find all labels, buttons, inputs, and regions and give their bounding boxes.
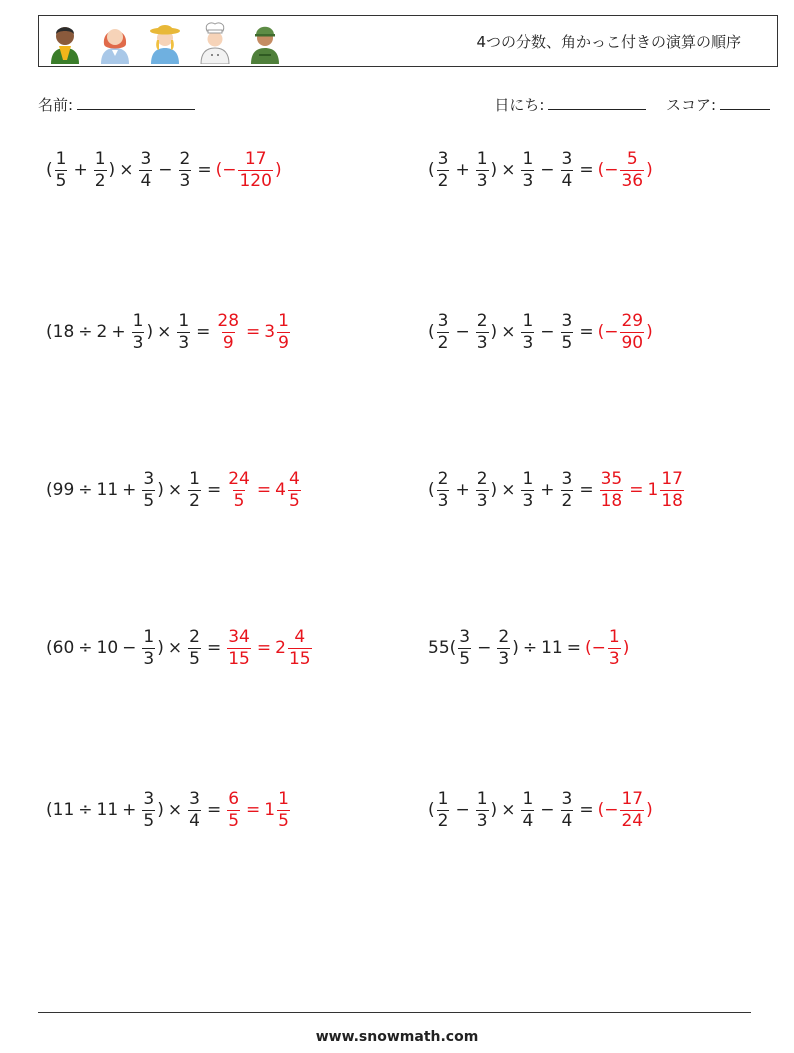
problem-3: ( 18 ÷ 2 + $\frac{1}{3}$ ) × $\frac{1}{3}$ = $\frac{28}{9}$ = 3 $\frac{1}{9}$ (46, 302, 292, 362)
fraction: $\frac{1}{4}$ (522, 788, 534, 831)
problem-6: ( $\frac{2}{3}$ + $\frac{2}{3}$ ) × $\frac{1}{3}$ + $\frac{3}{2}$ = $\frac{35}{18}$ = 1 $\frac{17}{18}$ (428, 460, 686, 520)
footer-url[interactable]: www.snowmath.com (315, 1029, 479, 1045)
fraction: $\frac{1}{2}$ (94, 148, 106, 191)
fraction: $\frac{1}{2}$ (437, 788, 449, 831)
date-blank[interactable] (548, 95, 646, 110)
header-box (38, 15, 778, 67)
answer: $\frac{34}{15}$ = 2 $\frac{4}{15}$ (228, 626, 311, 669)
date-score-fields (494, 94, 770, 115)
answer: (− $\frac{29}{90}$ ) (597, 310, 653, 353)
fraction: $\frac{3}{5}$ (143, 468, 155, 511)
fraction: $\frac{1}{3}$ (522, 310, 534, 353)
farmer-icon (145, 20, 185, 64)
problem-7: ( 60 ÷ 10 − $\frac{1}{3}$ ) × $\frac{2}{5}$ = $\frac{34}{15}$ = 2 $\frac{4}{15}$ (46, 618, 314, 678)
answer: (− $\frac{17}{24}$ ) (597, 788, 653, 831)
fraction: $\frac{1}{3}$ (522, 148, 534, 191)
fraction: $\frac{2}{3}$ (179, 148, 191, 191)
fraction: $\frac{2}{3}$ (498, 626, 510, 669)
soldier-icon (245, 20, 285, 64)
answer: (− $\frac{1}{3}$ ) (584, 626, 630, 669)
fraction: $\frac{1}{3}$ (132, 310, 144, 353)
person-scarf-icon (45, 20, 85, 64)
fraction: $\frac{1}{3}$ (476, 788, 488, 831)
woman-icon (95, 20, 135, 64)
score-label: スコア: (665, 96, 716, 114)
fraction: $\frac{3}{2}$ (561, 468, 573, 511)
fraction: $\frac{1}{2}$ (189, 468, 200, 511)
chef-icon (195, 20, 235, 64)
problem-2: ( $\frac{3}{2}$ + $\frac{1}{3}$ ) × $\frac{1}{3}$ − $\frac{3}{4}$ = (− $\frac{5}{36}$ ) (428, 148, 653, 191)
fraction: $\frac{1}{5}$ (55, 148, 67, 191)
answer: $\frac{6}{5}$ = 1 $\frac{1}{5}$ (228, 788, 289, 831)
problem-9: ( 11 ÷ 11 + $\frac{3}{5}$ ) × $\frac{3}{4}$ = $\frac{6}{5}$ = 1 $\frac{1}{5}$ (46, 780, 292, 840)
score-blank[interactable] (720, 95, 770, 110)
fraction: $\frac{1}{3}$ (522, 468, 534, 511)
fraction: $\frac{3}{4}$ (561, 788, 573, 831)
fraction: $\frac{3}{5}$ (143, 788, 155, 831)
footer-divider (38, 1012, 751, 1013)
fraction: $\frac{3}{2}$ (437, 148, 449, 191)
problem-5: ( 99 ÷ 11 + $\frac{3}{5}$ ) × $\frac{1}{2}$ = $\frac{24}{5}$ = 4 $\frac{4}{5}$ (46, 460, 303, 520)
fraction: $\frac{3}{5}$ (561, 310, 573, 353)
problem-1: ( $\frac{1}{5}$ + $\frac{1}{2}$ ) × $\frac{3}{4}$ − $\frac{2}{3}$ = (− $\frac{17}{120}$ ) (46, 148, 282, 191)
name-field (38, 94, 195, 115)
fraction: $\frac{2}{3}$ (437, 468, 449, 511)
answer: (− $\frac{5}{36}$ ) (597, 148, 653, 191)
fraction: $\frac{3}{2}$ (437, 310, 449, 353)
problem-8: 55 ( $\frac{3}{5}$ − $\frac{2}{3}$ ) ÷ 11 = (− $\frac{1}{3}$ ) (428, 626, 630, 669)
fraction: $\frac{2}{3}$ (476, 310, 488, 353)
fraction: $\frac{3}{4}$ (140, 148, 152, 191)
avatar-strip (45, 20, 285, 64)
name-blank[interactable] (77, 95, 195, 110)
name-label: 名前: (38, 96, 74, 114)
fraction: $\frac{1}{3}$ (178, 310, 190, 353)
fraction: $\frac{1}{3}$ (143, 626, 155, 669)
fraction: $\frac{3}{4}$ (561, 148, 573, 191)
date-label: 日にち: (494, 96, 545, 114)
fraction: $\frac{2}{5}$ (189, 626, 200, 669)
answer: (− $\frac{17}{120}$ ) (215, 148, 282, 191)
answer: $\frac{35}{18}$ = 1 $\frac{17}{18}$ (600, 468, 683, 511)
fraction: $\frac{1}{3}$ (476, 148, 488, 191)
fraction: $\frac{3}{5}$ (459, 626, 471, 669)
answer: $\frac{24}{5}$ = 4 $\frac{4}{5}$ (228, 468, 300, 511)
fraction: $\frac{3}{4}$ (189, 788, 200, 831)
problem-10: ( $\frac{1}{2}$ − $\frac{1}{3}$ ) × $\frac{1}{4}$ − $\frac{3}{4}$ = (− $\frac{17}{24}$ ) (428, 788, 653, 831)
fraction: $\frac{2}{3}$ (476, 468, 488, 511)
answer: $\frac{28}{9}$ = 3 $\frac{1}{9}$ (217, 310, 289, 353)
worksheet-title: 4つの分数、角かっこ付きの演算の順序 (476, 33, 741, 51)
problem-4: ( $\frac{3}{2}$ − $\frac{2}{3}$ ) × $\frac{1}{3}$ − $\frac{3}{5}$ = (− $\frac{29}{90}$ ) (428, 310, 653, 353)
